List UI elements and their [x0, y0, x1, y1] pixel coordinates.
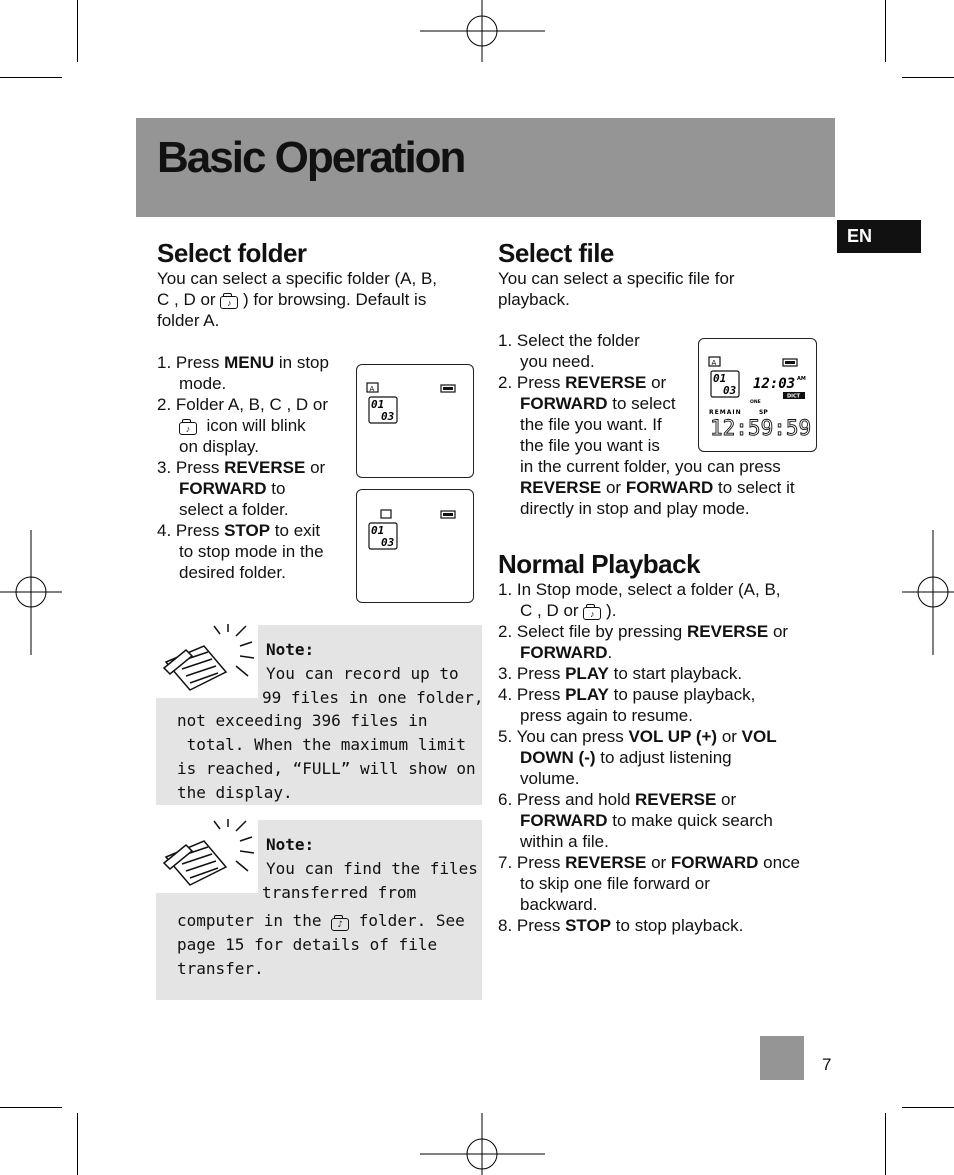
lcd-display-music-folder	[356, 489, 474, 603]
note-pencil-icon	[156, 817, 256, 892]
folder-letter: A	[711, 359, 717, 367]
note-label: Note:	[266, 835, 315, 854]
lcd-screen	[357, 365, 473, 477]
folder-number: 01	[713, 372, 727, 385]
normal-playback-heading: Normal Playback	[498, 549, 701, 579]
music-folder-icon: ♪	[179, 422, 197, 435]
lcd-display-folder-a	[356, 364, 474, 478]
page-number: 7	[822, 1055, 832, 1074]
remain-label: REMAIN	[709, 409, 742, 416]
page-number-box	[760, 1036, 804, 1080]
note-2-text-bottom: computer in the ♪ folder. See page 15 for details of file transfer.	[177, 911, 465, 978]
registration-mark-top	[420, 0, 545, 62]
registration-mark-left	[0, 530, 62, 655]
music-folder-icon: ♪	[583, 607, 601, 620]
page-title: Basic Operation	[157, 133, 465, 182]
file-number: 03	[723, 384, 737, 397]
select-folder-heading: Select folder	[157, 238, 307, 268]
lcd-display-playback	[698, 338, 817, 452]
registration-mark-bottom	[420, 1113, 545, 1175]
file-number: 03	[381, 410, 395, 423]
note-pencil-icon	[156, 622, 256, 697]
folder-number: 01	[371, 524, 385, 537]
select-file-heading: Select file	[498, 238, 614, 268]
sp-label: SP	[759, 409, 768, 416]
note-1-text-bottom: not exceeding 396 files in total. When the maximum limit is reached, “FULL” will show on the display.	[177, 711, 476, 802]
music-folder-icon	[381, 510, 391, 518]
registration-mark-right	[902, 530, 954, 655]
dict-label: DICT	[787, 393, 801, 400]
music-folder-icon: ♪	[331, 918, 349, 931]
lcd-screen	[357, 490, 473, 602]
normal-playback-steps: 1. In Stop mode, select a folder (A, B, C , D or ♪ ). 2. Select file by pressing REVERSE or FORWARD. 3. Press PLAY to start playback. 4. Press PLAY to pause playback, press again to resume. 5. You can press VOL UP (+) or VOL DOWN (-) to adjust listening volume. 6. Press and hold REVERSE or FORWARD to make quick search within a file. 7. Press REVERSE or FORWARD once to skip one file forward or backward. 8. Press STOP to stop playback.	[498, 580, 801, 935]
music-folder-icon: ♪	[220, 296, 238, 309]
language-tab: EN	[837, 220, 921, 253]
remaining-time: 12:59:59	[710, 416, 812, 440]
lcd-screen	[699, 339, 816, 451]
folder-number: 01	[371, 398, 385, 411]
clock-time: 12:03	[753, 376, 796, 392]
select-folder-intro: You can select a specific folder (A, B, C , D or ♪ ) for browsing. Default is folder A.	[157, 269, 438, 330]
one-indicator: ONE	[750, 400, 761, 405]
select-folder-steps: 1. Press MENU in stop mode. 2. Folder A, B, C , D or ♪ icon will blink on display. 3. Press REVERSE or FORWARD to select a folder. 4. Press STOP to exit to stop mode in the desired folder.	[157, 353, 329, 582]
am-indicator: AM	[797, 376, 806, 382]
file-number: 03	[381, 536, 395, 549]
select-file-steps: 1. Select the folder you need. 2. Press REVERSE or FORWARD to select the file you want. If the file you want is in the current folder, you can press REVERSE or FORWARD to select it directly in stop and play mode.	[498, 331, 795, 518]
note-2-text-top: Note: You can find the files transferred from	[262, 835, 478, 902]
note-1-text-top: Note: You can record up to 99 files in one folder,	[262, 640, 484, 707]
select-file-intro: You can select a specific file for playback.	[498, 269, 735, 309]
note-label: Note:	[266, 640, 315, 659]
folder-letter: A	[369, 385, 375, 393]
